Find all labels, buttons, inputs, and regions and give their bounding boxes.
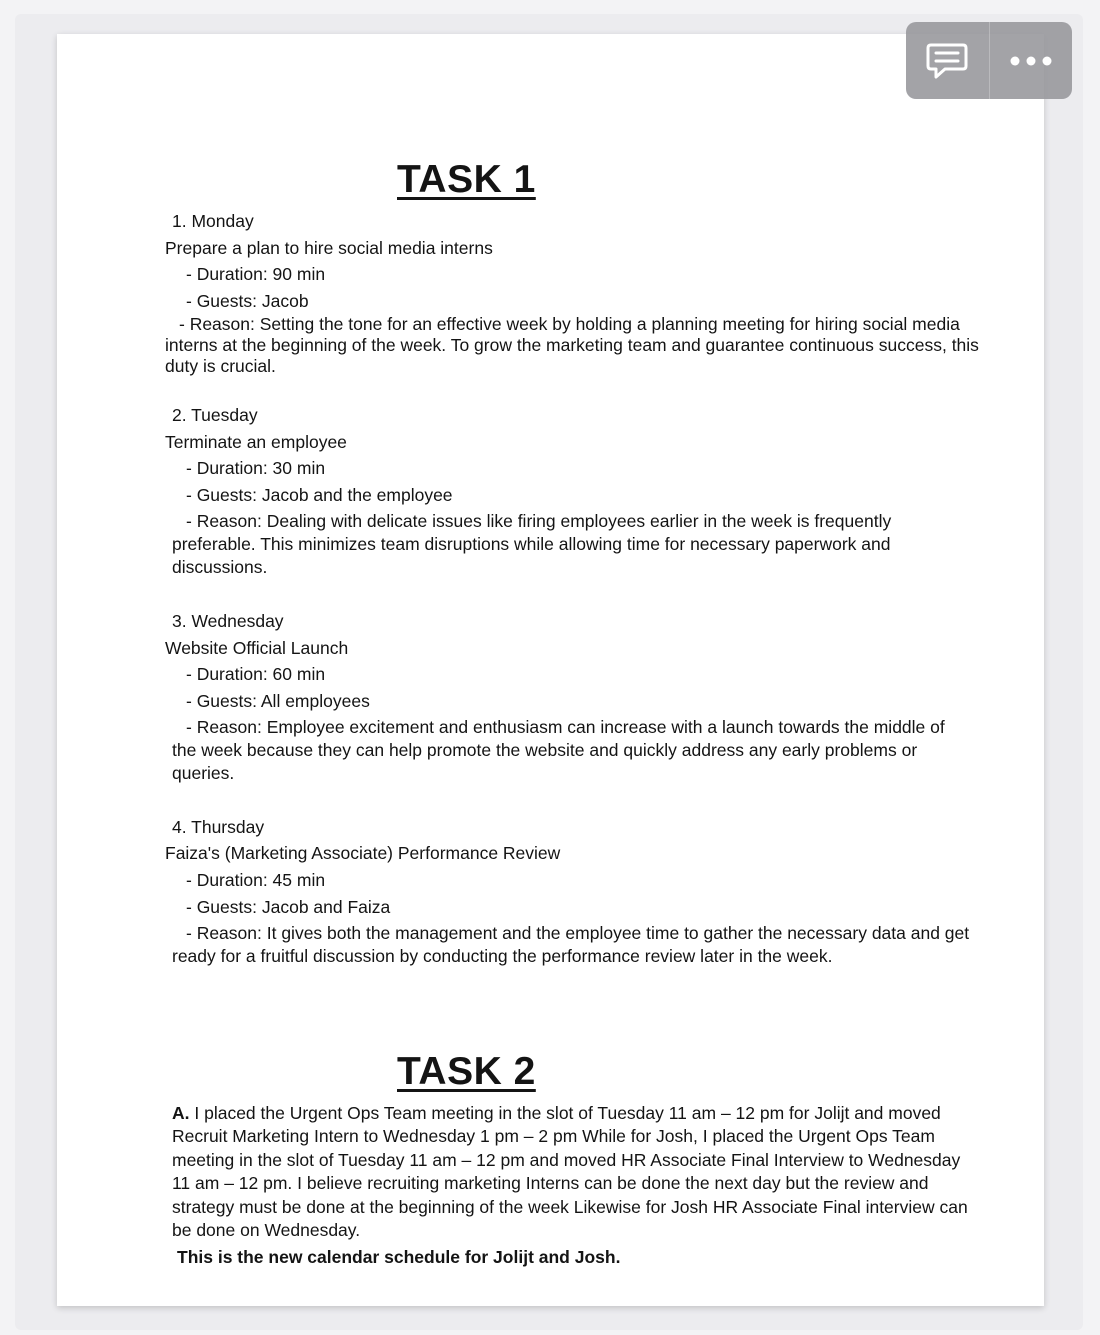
section-3-duration: - Duration: 60 min	[186, 664, 326, 684]
section-1-reason: - Reason: Setting the tone for an effective week by holding a planning meeting for hiring social media interns at the beginning of the week. To grow the marketing team and guarantee continuous success, this duty is crucial.	[165, 314, 979, 376]
task2-paragraph	[172, 1102, 982, 1242]
section-3-guests: - Guests: All employees	[186, 691, 370, 711]
section-4-reason: - Reason: It gives both the management and the employee time to gather the necessary data and get ready for a fruitful discussion by conducting the performance review later in the week.	[172, 923, 970, 966]
section-2-guests: - Guests: Jacob and the employee	[186, 485, 453, 505]
section-4-number: 4. Thursday	[172, 817, 265, 837]
more-button[interactable]	[989, 22, 1073, 99]
section-2-number: 2. Tuesday	[172, 405, 258, 425]
comment-icon	[925, 41, 969, 81]
comment-button[interactable]	[906, 22, 989, 99]
task2-body: I placed the Urgent Ops Team meeting in the slot of Tuesday 11 am – 12 pm for Jolijt and moved Recruit Marketing Intern to Wednesday 1 pm – 2 pm While for Josh, I placed the Urgent Ops Team meeting in the slot of Tuesday 11 am – 12 pm and moved HR Associate Final Interview to Wednesday 11 am – 12 pm. I believe recruiting marketing Interns can be done the next day but the review and strategy must be done at the beginning of the week Likewise for Josh HR Associate Final interview can be done on Wednesday.	[172, 1103, 968, 1241]
document-toolbar	[906, 22, 1072, 99]
section-1-number: 1. Monday	[172, 211, 254, 231]
more-icon	[1009, 55, 1053, 67]
task2-closing: This is the new calendar schedule for Jolijt and Josh.	[177, 1247, 621, 1267]
section-1-title: Prepare a plan to hire social media interns	[165, 238, 493, 258]
section-2-reason: - Reason: Dealing with delicate issues like firing employees earlier in the week is frequently preferable. This minimizes team disruptions while allowing time for necessary paperwork and discussions.	[172, 511, 892, 577]
section-1-duration: - Duration: 90 min	[186, 264, 326, 284]
section-4-title: Faiza's (Marketing Associate) Performance Review	[165, 843, 561, 863]
task1-heading: TASK 1	[397, 158, 536, 201]
section-2-title: Terminate an employee	[165, 432, 347, 452]
task2-heading: TASK 2	[397, 1050, 536, 1093]
section-2-duration: - Duration: 30 min	[186, 458, 326, 478]
section-4-duration: - Duration: 45 min	[186, 870, 326, 890]
task2-label: A.	[172, 1103, 190, 1123]
section-3-number: 3. Wednesday	[172, 611, 284, 631]
section-4-guests: - Guests: Jacob and Faiza	[186, 897, 391, 917]
section-3-reason: - Reason: Employee excitement and enthusiasm can increase with a launch towards the middle of the week because they can help promote the website and quickly address any early problems or queries.	[172, 717, 945, 783]
section-1-guests: - Guests: Jacob	[186, 291, 309, 311]
section-3-title: Website Official Launch	[165, 638, 349, 658]
